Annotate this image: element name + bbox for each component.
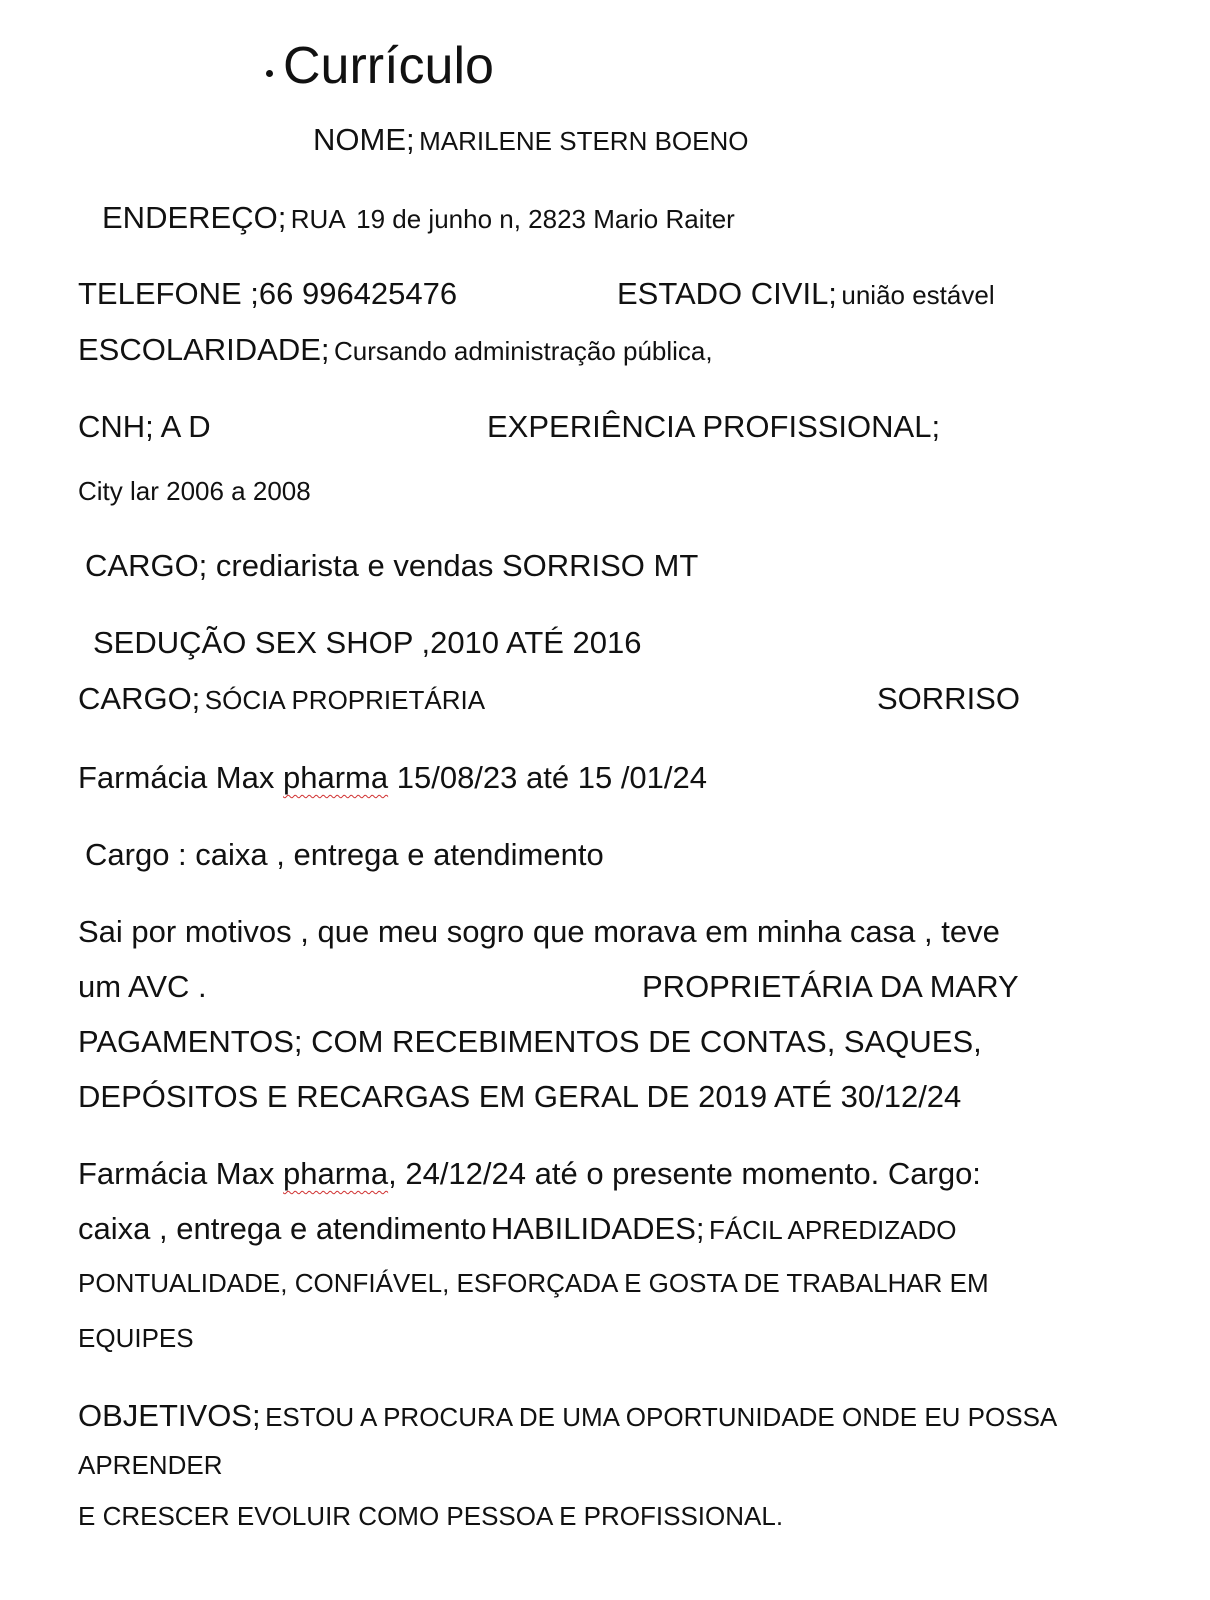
habilidades-value-1: FÁCIL APREDIZADO <box>708 1215 957 1245</box>
exp2-cargo-value: SÓCIA PROPRIETÁRIA <box>204 685 486 715</box>
exp2-city-text: SORRISO <box>877 681 1020 716</box>
exp3-cargo <box>85 839 604 870</box>
experiencia-heading <box>487 411 940 442</box>
proprietaria-line-3-text: DEPÓSITOS E RECARGAS EM GERAL DE 2019 ATÉ 30/12/24 <box>78 1079 962 1114</box>
exp2-company <box>93 627 642 658</box>
objetivos-value-1: ESTOU A PROCURA DE UMA OPORTUNIDADE ONDE EU POSSA <box>265 1402 1058 1432</box>
escolaridade-label: ESCOLARIDADE; <box>78 332 330 367</box>
endereco-label: ENDEREÇO; <box>102 200 287 235</box>
proprietaria-line-2-text: PAGAMENTOS; COM RECEBIMENTOS DE CONTAS, SAQUES, <box>78 1024 982 1059</box>
objetivos-value-3: E CRESCER EVOLUIR COMO PESSOA E PROFISSIONAL. <box>78 1501 784 1531</box>
exp3-company-a: Farmácia Max <box>78 760 275 795</box>
objetivos-value-2: APRENDER <box>78 1450 223 1480</box>
exp3-company <box>78 762 707 793</box>
proprietaria-line-1-text: PROPRIETÁRIA DA MARY <box>642 969 1019 1004</box>
objetivos-label: OBJETIVOS; <box>78 1398 261 1433</box>
nome-label: NOME; <box>313 122 415 157</box>
nome-value: MARILENE STERN BOENO <box>419 126 749 156</box>
exp3-cargo-text: Cargo : caixa , entrega e atendimento <box>85 837 604 872</box>
endereco-value: 19 de junho n, 2823 Mario Raiter <box>356 204 735 234</box>
title-text: Currículo <box>283 37 494 95</box>
exp1-company <box>78 478 311 504</box>
estado-civil-line <box>617 278 995 309</box>
objetivos-line-2 <box>78 1452 222 1478</box>
exp2-company-text: SEDUÇÃO SEX SHOP ,2010 ATÉ 2016 <box>93 625 642 660</box>
habilidades-value-3: EQUIPES <box>78 1323 194 1353</box>
endereco-prefix: RUA <box>290 204 346 234</box>
cnh-text: CNH; A D <box>78 409 211 444</box>
exp4-company-a: Farmácia Max <box>78 1156 275 1191</box>
exp1-cargo <box>85 550 698 581</box>
habilidades-value-2: PONTUALIDADE, CONFIÁVEL, ESFORÇADA E GOSTA DE TRABALHAR EM <box>78 1268 989 1298</box>
escolaridade-line <box>78 334 713 365</box>
proprietaria-line-2 <box>78 1026 982 1057</box>
habilidades-label: HABILIDADES; <box>490 1211 705 1246</box>
exp3-motivo-2-text: um AVC . <box>78 969 207 1004</box>
exp2-cargo <box>78 683 485 714</box>
endereco-line <box>102 202 735 233</box>
bullet-icon <box>266 70 273 77</box>
exp4-cargo-line: caixa , entrega e atendimento <box>78 1211 487 1246</box>
proprietaria-line-1 <box>642 971 1019 1002</box>
exp4-company <box>78 1158 981 1189</box>
exp2-cargo-label: CARGO; <box>78 681 201 716</box>
exp4-rest: , 24/12/24 até o presente momento. Cargo: <box>388 1156 981 1191</box>
exp3-motivo-1 <box>78 916 1000 947</box>
estado-civil-value: união estável <box>841 280 995 310</box>
exp1-cargo-text: CARGO; crediarista e vendas SORRISO MT <box>85 548 699 583</box>
exp3-motivo-2 <box>78 971 207 1002</box>
exp4-cargo-habilidades <box>78 1213 957 1244</box>
exp2-city <box>877 683 1020 714</box>
exp3-dates: 15/08/23 até 15 /01/24 <box>396 760 708 795</box>
nome-line <box>313 124 748 155</box>
exp1-company-text: City lar 2006 a 2008 <box>78 476 311 506</box>
telefone-text: TELEFONE ;66 996425476 <box>78 276 458 311</box>
habilidades-line-3 <box>78 1325 194 1351</box>
habilidades-line-2 <box>78 1270 989 1296</box>
objetivos-line-3 <box>78 1503 783 1529</box>
estado-civil-label: ESTADO CIVIL; <box>617 276 837 311</box>
objetivos-line-1 <box>78 1400 1057 1431</box>
page-title <box>266 37 494 95</box>
escolaridade-value: Cursando administração pública, <box>333 336 713 366</box>
exp3-motivo-1-text: Sai por motivos , que meu sogro que morava em minha casa , teve <box>78 914 1000 949</box>
exp4-company-b: pharma <box>283 1156 389 1191</box>
cnh-line <box>78 411 211 442</box>
experiencia-heading-text: EXPERIÊNCIA PROFISSIONAL; <box>487 409 941 444</box>
exp3-company-b: pharma <box>283 760 389 795</box>
proprietaria-line-3 <box>78 1081 961 1112</box>
telefone-line <box>78 278 457 309</box>
